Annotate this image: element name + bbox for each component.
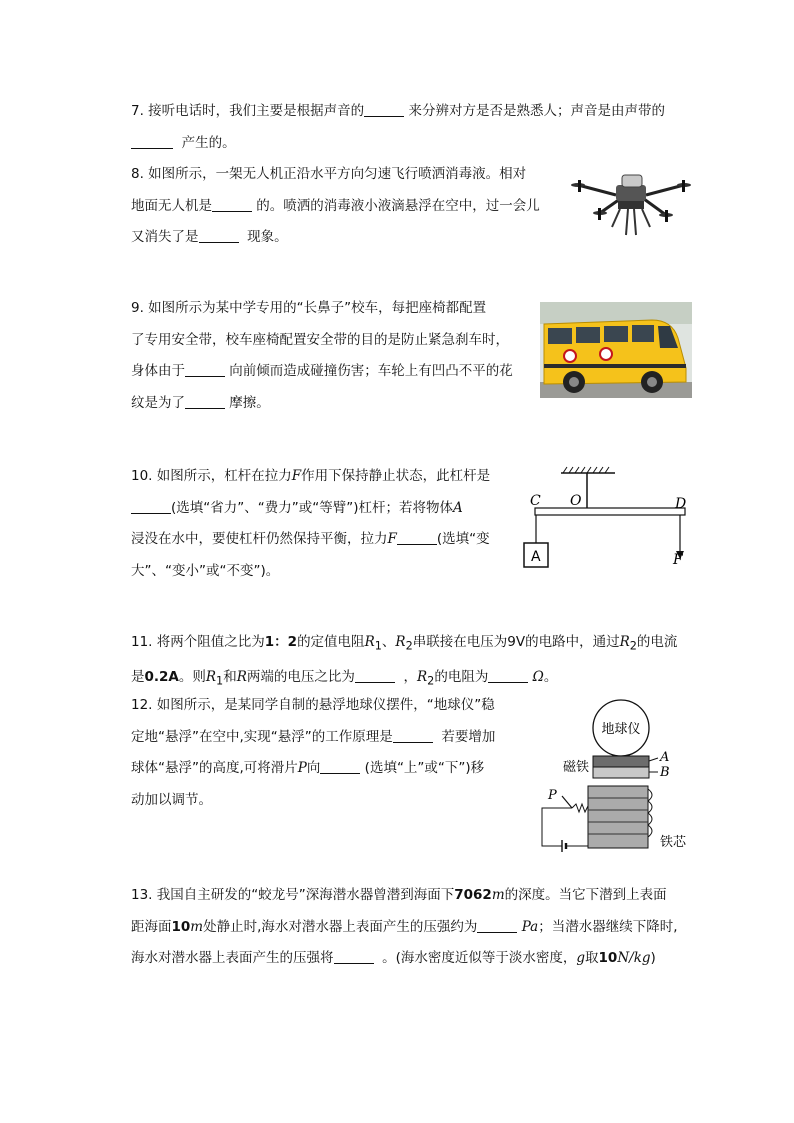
drone-image	[570, 165, 692, 240]
q12-line-1: 12. 如图所示，是某同学自制的悬浮地球仪摆件，“地球仪”稳	[131, 697, 495, 713]
q7-line-2: 产生的。	[131, 128, 665, 160]
q13-line-2: 距海面10m处静止时,海水对潜水器上表面产生的压强约为 Pa；当潜水器继续下降时,	[131, 912, 678, 944]
core-label: 铁芯	[660, 835, 687, 850]
answer-blank[interactable]	[477, 916, 517, 933]
q7-line-1: 7. 接听电话时，我们主要是根据声音的 来分辨对方是否是熟悉人；声音是由声带的	[131, 96, 665, 128]
q11-line-2: 是0.2A。则$R_1$和R两端的电压之比为 ，$R_2$的电阻为 Ω。	[131, 662, 677, 697]
question-7	[131, 96, 665, 159]
answer-blank[interactable]	[364, 100, 404, 117]
q8-line-3: 又消失了是 现象。	[131, 222, 540, 254]
label-b: B	[660, 765, 670, 780]
q12-line-3: 球体“悬浮”的高度,可将滑片P向 (选填“上”或“下”)移	[131, 753, 495, 785]
q10-line-1: 10. 如图所示，杠杆在拉力F作用下保持静止状态，此杠杆是	[131, 468, 491, 484]
q11-line-1: 11. 将两个阻值之比为1：2的定值电阻$R_1$、$R_2$串联接在电压为9V的电路中，通过$R_2$的电流	[131, 634, 678, 653]
answer-blank[interactable]	[199, 226, 239, 243]
answer-blank[interactable]	[185, 392, 225, 409]
q9-line-3: 身体由于 向前倾而造成碰撞伤害；车轮上有凹凸不平的花	[131, 356, 513, 388]
answer-blank[interactable]	[393, 726, 433, 743]
lever-diagram	[515, 463, 695, 573]
answer-blank[interactable]	[185, 360, 225, 377]
q8-line-2: 地面无人机是 的。喷洒的消毒液小液滴悬浮在空中，过一会儿	[131, 191, 540, 223]
q9-line-4: 纹是为了 摩擦。	[131, 388, 513, 420]
q13-line-3: 海水对潜水器上表面产生的压强将 。(海水密度近似等于淡水密度，g取10N/kg)	[131, 943, 678, 975]
label-a: A	[660, 750, 670, 765]
magnet-label: 磁铁	[563, 760, 590, 775]
question-9	[131, 293, 513, 419]
answer-blank[interactable]	[355, 666, 395, 683]
q12-line-2: 定地“悬浮”在空中,实现“悬浮”的工作原理是 若要增加	[131, 722, 495, 754]
q12-line-4: 动加以调节。	[131, 791, 212, 808]
answer-blank[interactable]	[131, 497, 171, 514]
q8-line-1: 8. 如图所示，一架无人机正沿水平方向匀速飞行喷洒消毒液。相对	[131, 166, 527, 182]
answer-blank[interactable]	[212, 195, 252, 212]
q9-line-1: 9. 如图所示为某中学专用的“长鼻子”校车，每把座椅都配置	[131, 300, 487, 316]
question-12	[131, 690, 495, 816]
question-10	[131, 461, 490, 587]
q10-line-3: 浸没在水中，要使杠杆仍然保持平衡，拉力F (选填“变	[131, 524, 490, 556]
answer-blank[interactable]	[397, 528, 437, 545]
label-a: A	[531, 549, 541, 565]
answer-blank[interactable]	[334, 947, 374, 964]
q10-line-2: (选填“省力”、“费力”或“等臂”)杠杆；若将物体A	[131, 493, 490, 525]
answer-blank[interactable]	[488, 666, 528, 683]
q13-line-1: 13. 我国自主研发的“蛟龙号”深海潜水器曾潜到海面下7062m的深度。当它下潜到上表面	[131, 887, 667, 903]
label-f: F	[673, 552, 683, 568]
label-c: C	[530, 493, 541, 509]
question-11	[131, 627, 677, 697]
answer-blank[interactable]	[320, 757, 360, 774]
question-8	[131, 159, 540, 254]
school-bus-image	[540, 302, 692, 398]
question-13	[131, 880, 678, 975]
answer-blank[interactable]	[131, 132, 173, 149]
label-d: D	[675, 496, 687, 512]
label-p: P	[548, 788, 557, 803]
q9-line-2: 了专用安全带，校车座椅配置安全带的目的是防止紧急刹车时，	[131, 331, 509, 348]
q10-line-4: 大”、“变小”或“不变”)。	[131, 562, 280, 579]
label-o: O	[570, 493, 582, 509]
floating-globe-diagram	[530, 696, 700, 858]
globe-label: 地球仪	[601, 722, 641, 737]
